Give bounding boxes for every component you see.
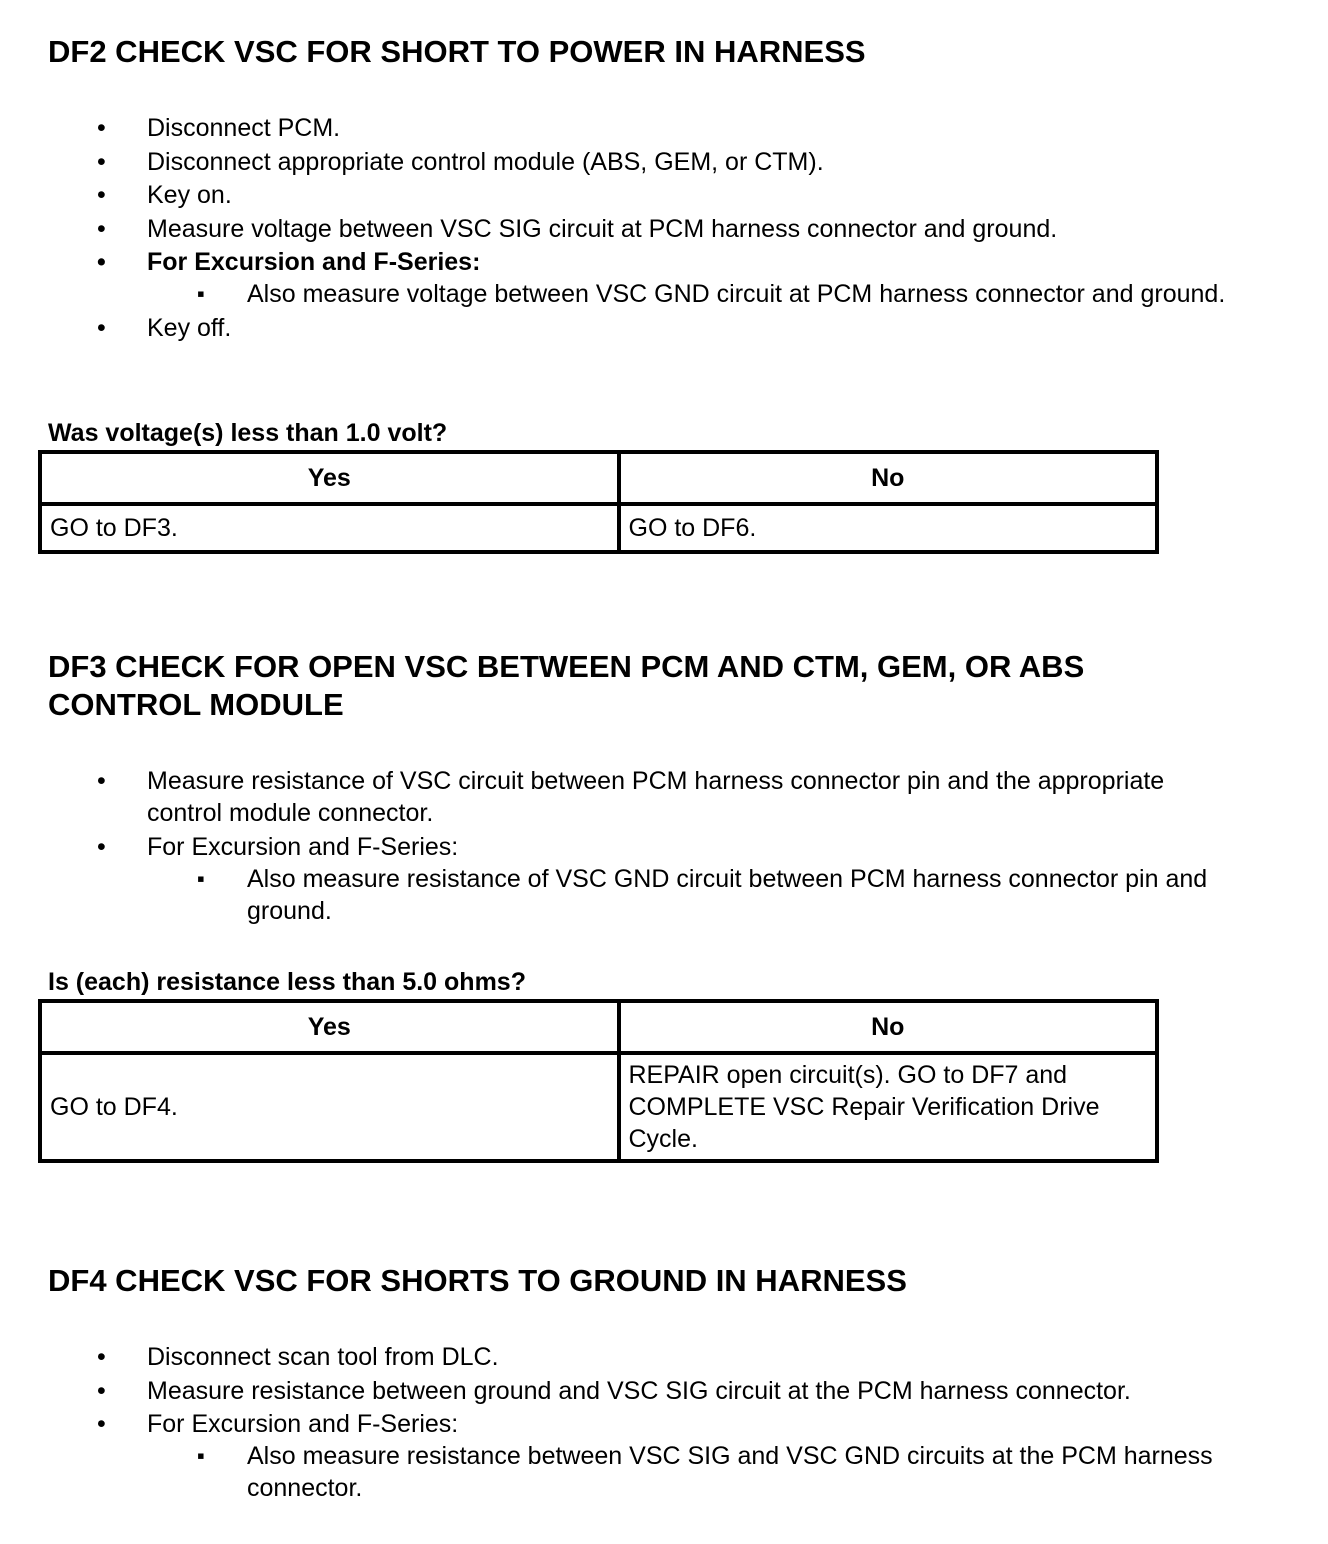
df3-decision-table bbox=[38, 999, 1159, 1163]
list-item: • Key on. bbox=[48, 179, 1288, 211]
list-item: • Disconnect PCM. bbox=[48, 112, 1288, 144]
list-item: • Disconnect scan tool from DLC. bbox=[48, 1341, 1288, 1373]
yes-cell: GO to DF4. bbox=[40, 1053, 619, 1161]
df3-title: DF3 CHECK FOR OPEN VSC BETWEEN PCM AND CTM, GEM, OR ABS CONTROL MODULE bbox=[48, 649, 1085, 722]
list-item: • Measure voltage between VSC SIG circuit at PCM harness connector and ground. bbox=[48, 213, 1288, 245]
df3-question: Is (each) resistance less than 5.0 ohms? bbox=[48, 968, 526, 996]
sub-list-item: ▪ Also measure voltage between VSC GND circuit at PCM harness connector and ground. bbox=[147, 278, 1248, 310]
no-header: No bbox=[619, 452, 1158, 504]
list-item-label: For Excursion and F-Series: bbox=[147, 1410, 459, 1438]
list-item-label: For Excursion and F-Series: bbox=[147, 248, 481, 276]
yes-cell: GO to DF3. bbox=[40, 504, 619, 552]
df4-title: DF4 CHECK VSC FOR SHORTS TO GROUND IN HARNESS bbox=[48, 1263, 907, 1298]
df4-step-list bbox=[48, 1341, 1288, 1506]
yes-header: Yes bbox=[40, 1001, 619, 1053]
list-item: • Key off. bbox=[48, 312, 1288, 344]
list-item: • Measure resistance between ground and VSC SIG circuit at the PCM harness connector. bbox=[48, 1375, 1288, 1407]
df2-question: Was voltage(s) less than 1.0 volt? bbox=[48, 419, 448, 447]
list-item: • Disconnect appropriate control module (ABS, GEM, or CTM). bbox=[48, 146, 1288, 178]
list-item bbox=[48, 831, 1288, 927]
yes-header: Yes bbox=[40, 452, 619, 504]
df2-substep-list bbox=[147, 278, 1288, 310]
df3-step-list bbox=[48, 765, 1288, 928]
df2-step-list bbox=[48, 112, 1288, 345]
sub-list-item: ▪ Also measure resistance of VSC GND circuit between PCM harness connector pin and ground. bbox=[147, 863, 1248, 927]
no-cell: REPAIR open circuit(s). GO to DF7 and COMPLETE VSC Repair Verification Drive Cycle. bbox=[619, 1053, 1158, 1161]
list-item bbox=[48, 246, 1288, 310]
df2-decision-table bbox=[38, 450, 1159, 554]
no-cell: GO to DF6. bbox=[619, 504, 1158, 552]
list-item-label: For Excursion and F-Series: bbox=[147, 832, 459, 861]
sub-list-item: ▪ Also measure resistance between VSC SIG and VSC GND circuits at the PCM harness connector. bbox=[147, 1440, 1248, 1504]
no-header: No bbox=[619, 1001, 1158, 1053]
list-item: • Measure resistance of VSC circuit between PCM harness connector pin and the appropriate control module connector. bbox=[48, 765, 1288, 829]
df2-title: DF2 CHECK VSC FOR SHORT TO POWER IN HARNESS bbox=[48, 34, 866, 69]
df3-substep-list bbox=[147, 863, 1288, 927]
df4-substep-list bbox=[147, 1440, 1288, 1504]
list-item bbox=[48, 1408, 1288, 1504]
